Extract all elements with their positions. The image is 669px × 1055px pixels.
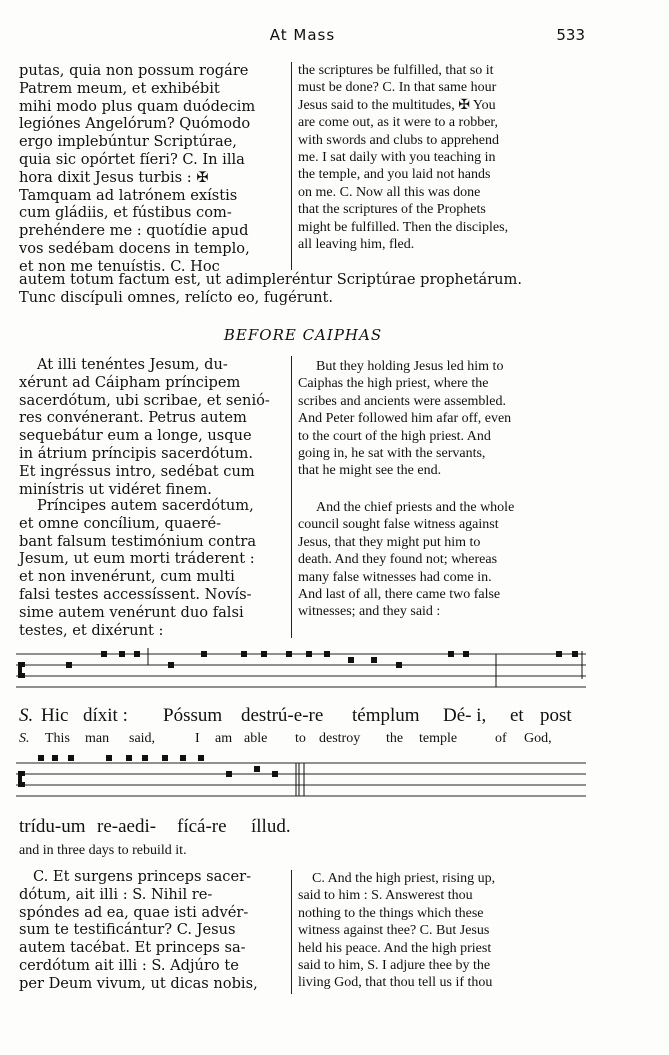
chant-syllable: témplum bbox=[352, 705, 420, 726]
latin-column-block3: C. Et surgens princeps sacer- dótum, ait illi : S. Nihil re- spóndes ad ea, quae isti advér- sum te testificántur? C. Jesus autem tacébat. Et princeps sa- cerdótum ait illi : S. Adjúro te per Deum vivum, ut dicas nobis, bbox=[19, 868, 258, 992]
chant-latin-line-2 bbox=[19, 816, 587, 838]
latin-column-block1: putas, quia non possum rogáre Patrem meum, et exhibébit mihi modo plus quam duódecim legiónes Angelórum? Quómodo ergo implebúntur Scriptúrae, quia sic opórtet fíeri? C. In illa hora dixit Jesus turbis : ✠ Tamquam ad latrónem exístis cum gládiis, et fústibus com- prehéndere me : quotídie apud vos sedébam docens in templo, et non me tenuístis. C. Hoc bbox=[19, 62, 256, 275]
english-column-block3: C. And the high priest, rising up, said to him : S. Answerest thou nothing to the things which these witness against thee? C. But Jesus held his peace. And the high priest said to him, S. I adjure thee by the living God, that thou tell us if thou bbox=[298, 871, 496, 991]
chant-word: S. bbox=[19, 731, 30, 746]
chant-word: temple bbox=[419, 731, 458, 746]
section-heading: BEFORE CAIPHAS bbox=[223, 326, 383, 344]
chant-word: man bbox=[85, 731, 110, 746]
english-column-block1: the scriptures be fulfilled, that so it must be done? C. In that same hour Jesus said to the multitudes, ✠ You are come out, as it were to a robber, with swords and clubs to apprehend me. I sat daily with you teaching in the temple, and you laid not hands on me. C. Now all this was done that the scriptures of the Prophets might be fulfilled. Then the disciples, all leaving him, fled. bbox=[298, 63, 509, 253]
chant-syllable: re-aedi- bbox=[97, 816, 157, 837]
chant-word: of bbox=[495, 731, 507, 746]
chant-word: to bbox=[295, 731, 306, 746]
chant-english-line-1 bbox=[19, 731, 587, 749]
latin-paragraph-2: Príncipes autem sacerdótum, et omne concílium, quaeré- bant falsum testimónium contra Jesum, ut eum morti tráderent : et non invenérunt, cum multi falsi testes accessíssent. Novís- sime autem venérunt duo falsi testes, et dixérunt : bbox=[19, 497, 257, 639]
latin-full-width-text: autem totum factum est, ut adimpleréntur Scriptúrae prophetárum. Tunc discípuli omnes, relícto eo, fugérunt. bbox=[19, 271, 523, 306]
latin-paragraph-1: At illi tenéntes Jesum, du- xérunt ad Cáipham príncipem sacerdótum, ubi scribae, et senió- res convénerant. Petrus autem sequebátur eum a longe, usque in átrium príncipis sacerdótum. Et ingréssus intro, sedébat cum minístris ut vidéret finem. bbox=[19, 356, 270, 498]
chant-word: God, bbox=[524, 731, 552, 746]
chant-word: said, bbox=[129, 731, 156, 746]
chant-syllable: S. bbox=[19, 705, 34, 726]
chant-syllable: et bbox=[510, 705, 524, 726]
chant-word: destroy bbox=[319, 731, 361, 746]
chant-syllable: díxit : bbox=[83, 705, 128, 726]
chant-syllable: íllud. bbox=[251, 816, 291, 837]
chant-word: am bbox=[215, 731, 233, 746]
chant-syllable: Póssum bbox=[163, 705, 223, 726]
chant-staff-2 bbox=[16, 752, 586, 808]
column-divider bbox=[291, 870, 292, 994]
chant-word: I bbox=[195, 731, 200, 746]
page-title: At Mass bbox=[269, 26, 336, 44]
chant-word: This bbox=[45, 731, 70, 746]
chant-word: able bbox=[244, 731, 268, 746]
chant-syllable: Hic bbox=[41, 705, 69, 726]
chant-english-line-2: and in three days to rebuild it. bbox=[19, 843, 187, 858]
chant-staff-1 bbox=[16, 643, 586, 699]
chant-word: the bbox=[386, 731, 404, 746]
running-head bbox=[20, 24, 585, 48]
english-paragraph-2: And the chief priests and the whole council sought false witness against Jesus, that they might put him to death. And they found not; whereas many false witnesses had come in. And last of all, there came two false witnesses; and they said : bbox=[298, 500, 515, 620]
english-paragraph-1: But they holding Jesus led him to Caiphas the high priest, where the scribes and ancients were assembled. And Peter followed him afar off, even to the court of the high priest. And going in, he sat with the servants, that he might see the end. bbox=[298, 359, 512, 479]
chant-syllable: Dé- i, bbox=[443, 705, 487, 726]
chant-syllable: trídu-um bbox=[19, 816, 86, 837]
chant-latin-line-1 bbox=[19, 705, 587, 727]
column-divider bbox=[291, 356, 292, 638]
chant-syllable: fícá-re bbox=[177, 816, 227, 837]
column-divider bbox=[291, 62, 292, 270]
chant-syllable: post bbox=[540, 705, 572, 726]
chant-syllable: destrú-e-re bbox=[241, 705, 324, 726]
page-number: 533 bbox=[556, 26, 585, 44]
